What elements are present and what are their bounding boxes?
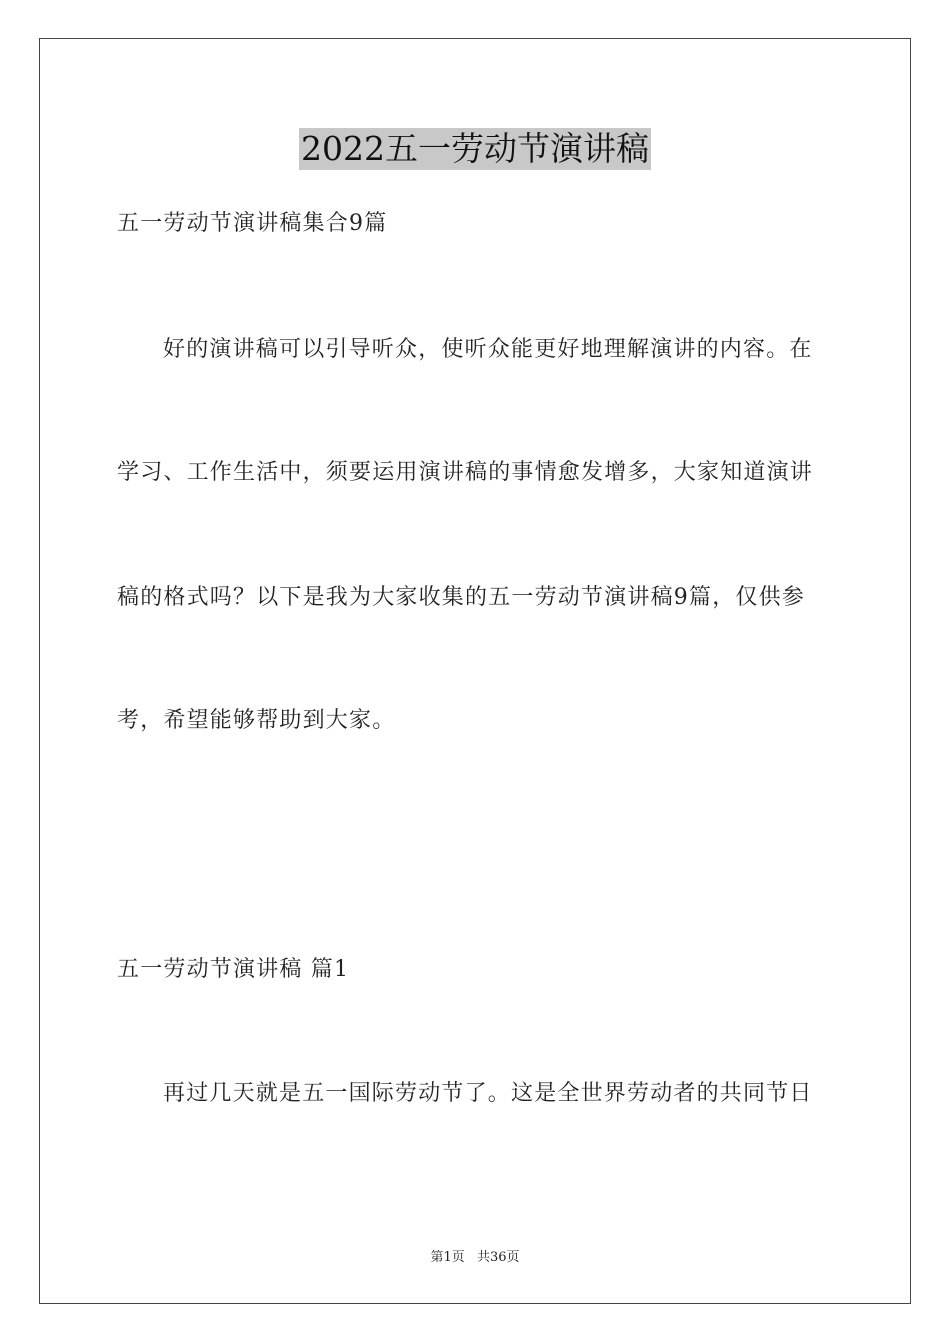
intro-line-4: 考，希望能够帮助到大家。 xyxy=(117,708,396,733)
page-footer xyxy=(0,1246,950,1265)
intro-line-3: 稿的格式吗？以下是我为大家收集的五一劳动节演讲稿9篇，仅供参 xyxy=(117,585,805,610)
intro-line-2: 学习、工作生活中，须要运用演讲稿的事情愈发增多，大家知道演讲 xyxy=(117,460,814,485)
page-total: 共36页 xyxy=(476,1250,520,1265)
document-title: 2022五一劳动节演讲稿 xyxy=(301,129,649,168)
document-subtitle: 五一劳动节演讲稿集合9篇 xyxy=(117,211,388,236)
page-number: 第1页 xyxy=(430,1250,465,1265)
intro-line-1: 好的演讲稿可以引导听众，使听众能更好地理解演讲的内容。在 xyxy=(163,337,813,362)
section-body-line-1: 再过几天就是五一国际劳动节了。这是全世界劳动者的共同节日 xyxy=(163,1081,813,1106)
title-container xyxy=(0,128,950,170)
section-heading: 五一劳动节演讲稿 篇1 xyxy=(117,957,350,982)
